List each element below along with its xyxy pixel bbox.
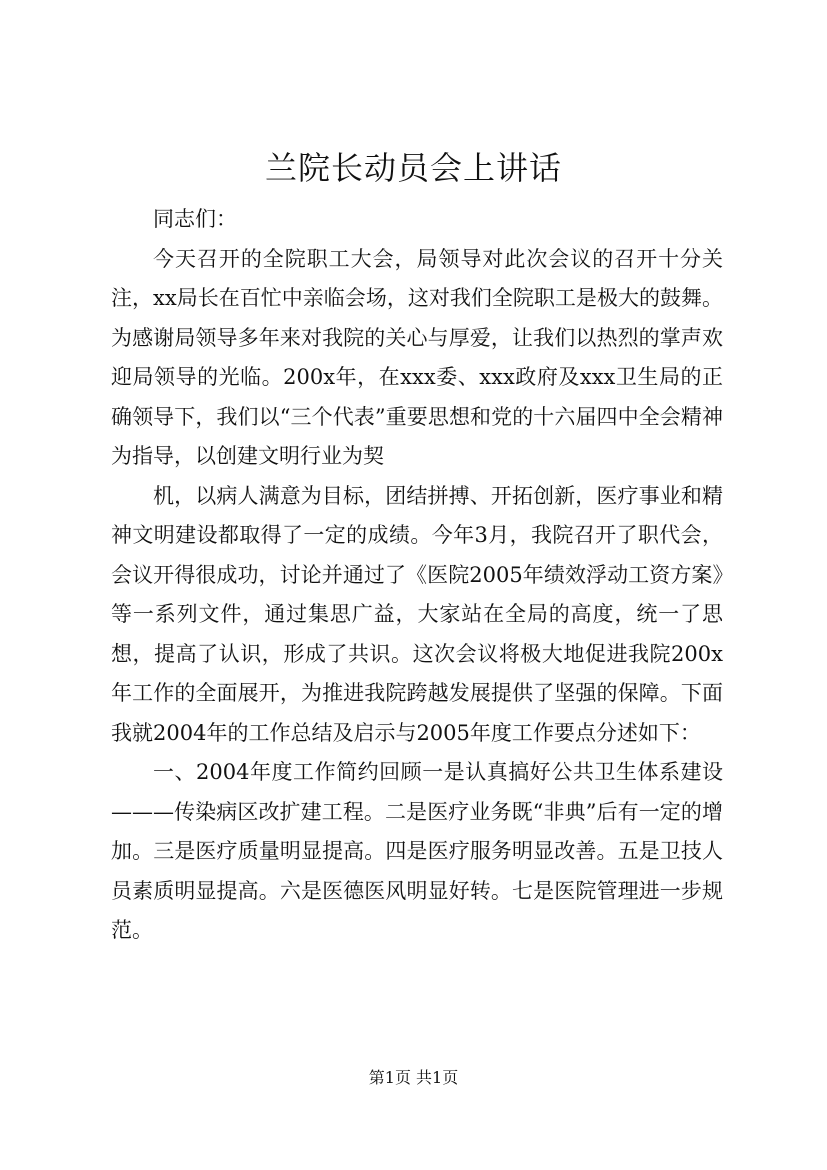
page-footer: 第1页 共1页	[368, 1068, 459, 1087]
paragraph-1: 今天召开的全院职工大会，局领导对此次会议的召开十分关注，xx局长在百忙中亲临会场，这对我们全院职工是极大的鼓舞。为感谢局领导多年来对我院的关心与厚爱，让我们以热烈的掌声欢迎局领导的光临。200x年，在xxx委、xxx政府及xxx卫生局的正确领导下，我们以“三个代表”重要思想和党的十六届四中全会精神为指导，以创建文明行业为契	[111, 246, 723, 468]
greeting: 同志们：	[153, 207, 237, 231]
document-title: 兰院长动员会上讲话	[264, 149, 562, 187]
paragraph-3: 一、2004年度工作简约回顾一是认真搞好公共卫生体系建设———传染病区改扩建工程。二是医疗业务既“非典”后有一定的增加。三是医疗质量明显提高。四是医疗服务明显改善。五是卫技人员素质明显提高。六是医德医风明显好转。七是医院管理进一步规范。	[111, 760, 723, 942]
document-body	[111, 200, 723, 951]
paragraph-2: 机，以病人满意为目标，团结拼搏、开拓创新，医疗事业和精神文明建设都取得了一定的成绩。今年3月，我院召开了职代会，会议开得很成功，讨论并通过了《医院2005年绩效浮动工资方案》等一系列文件，通过集思广益，大家站在全局的高度，统一了思想，提高了认识，形成了共识。这次会议将极大地促进我院200x年工作的全面展开，为推进我院跨越发展提供了坚强的保障。下面我就2004年的工作总结及启示与2005年度工作要点分述如下：	[111, 483, 723, 745]
